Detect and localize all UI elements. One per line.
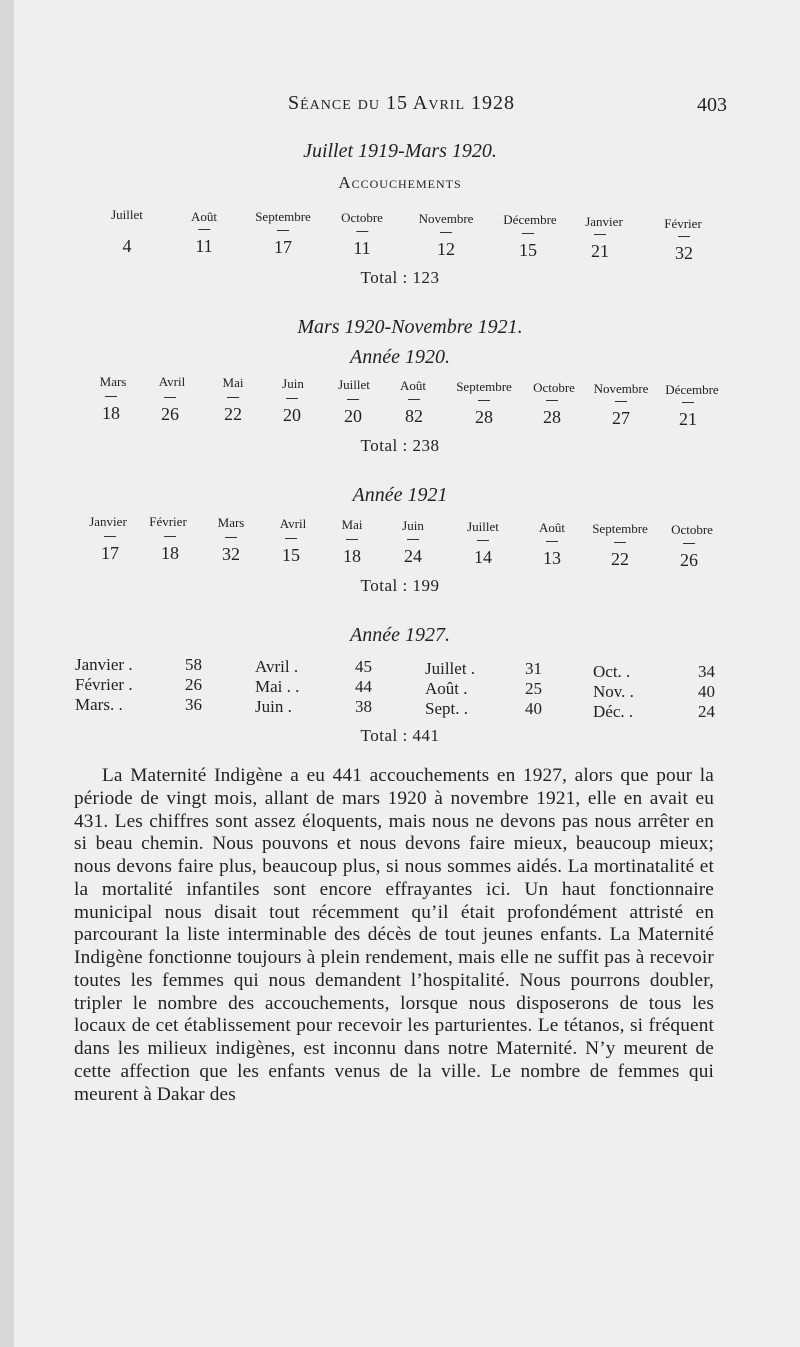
value-cell: 17 [274, 237, 292, 257]
month-label: Avril . [255, 657, 299, 676]
value-cell: 40 [698, 682, 715, 701]
section-title-1920-1921: Mars 1920-Novembre 1921. [297, 316, 523, 338]
total-1921: Total : 199 [360, 576, 440, 595]
total-1920: Total : 238 [360, 436, 440, 455]
value-cell: 20 [344, 406, 362, 426]
months-row-1920 [0, 376, 800, 398]
value-cell: 28 [475, 407, 493, 427]
month-label: Octobre [341, 210, 383, 225]
months-col-q1 [75, 655, 133, 715]
month-label: Juillet [338, 377, 370, 392]
value-cell: 34 [698, 662, 715, 681]
months-row-1919 [0, 209, 800, 231]
paragraph-text: La Maternité Indigène a eu 441 accouchements en 1927, alors que pour la période de vingt mois, allant de mars 1920 à novembre 1921, elle en avait eu 431. Les chiffres sont assez éloquents, mais nous ne devons pas nous arrêter en si beau chemin. Nous pouvons et nous devons faire mieux, beaucoup mieux; nous devons faire plus, beaucoup plus, si nous sommes aidés. La mortinatalité et la mortalité infantiles sont encore effrayantes ici. Un haut fonctionnaire municipal nous disait tout récemment qu’il était profondément attristé en parcourant la liste interminable des décès de tout jeunes enfants. La Maternité Indigène fonctionne toujours à plein rendement, mais elle ne suffit pas à recevoir toutes les femmes qui nous demandent l’hospitalité. Nous pourrons doubler, tripler le nombre des accouchements, lorsque nous disposerons de tous les locaux de cet établissement pour recevoir les parturientes. Le tétanos, si fréquent dans les milieux indigènes, est inconnu dans notre Maternité. N’y meurent de cette affection que les enfants venus de la ville. Le nombre de femmes qui meurent à Dakar des [74, 765, 714, 1105]
value-cell: 24 [698, 702, 715, 721]
months-col-q4 [593, 662, 634, 722]
month-label: Août [400, 378, 426, 393]
value-cell: 31 [525, 659, 542, 678]
month-label: Août [191, 209, 217, 224]
value-cell: 38 [355, 697, 372, 716]
month-label: Mai [222, 375, 244, 390]
value-cell: 17 [101, 543, 119, 563]
value-cell: 28 [543, 407, 561, 427]
value-cell: 18 [161, 543, 179, 563]
values-col-q1 [185, 655, 202, 715]
month-label: Juillet . [425, 659, 476, 678]
month-label: Juin [282, 376, 304, 391]
month-label: Oct. . [593, 662, 631, 681]
month-label: Juin . [255, 697, 292, 716]
values-row-1921 [0, 543, 800, 570]
value-cell: 22 [611, 549, 629, 569]
value-cell: 4 [122, 236, 132, 256]
month-label: Février [149, 514, 187, 529]
value-cell: 32 [222, 544, 240, 564]
value-cell: 11 [195, 236, 213, 256]
value-cell: 14 [474, 547, 492, 567]
value-cell: 18 [343, 546, 361, 566]
month-label: Février [664, 216, 702, 231]
months-col-q2 [255, 657, 299, 717]
section-title-1919-1920: Juillet 1919-Mars 1920. [303, 140, 497, 162]
months-col-q3 [425, 659, 475, 719]
month-label: Mars [217, 515, 245, 530]
month-label: Décembre [503, 212, 557, 227]
value-cell: 26 [161, 404, 179, 424]
month-label: Juillet [467, 519, 499, 534]
value-cell: 26 [680, 550, 698, 570]
year-title-1921: Année 1921 [352, 484, 448, 506]
section-subtitle-accouchements: Accouchements [338, 173, 462, 192]
month-label: Novembre [593, 381, 649, 396]
month-label: Juillet [111, 207, 143, 222]
value-cell: 21 [591, 241, 609, 261]
value-cell: 15 [282, 545, 300, 565]
year-title-1920: Année 1920. [350, 346, 450, 368]
running-title: Séance du 15 Avril 1928 [288, 92, 516, 114]
value-cell: 20 [283, 405, 301, 425]
month-label: Janvier [89, 514, 127, 529]
month-label: Décembre [665, 382, 719, 397]
month-label: Mars. . [75, 695, 123, 714]
value-cell: 18 [102, 403, 120, 423]
month-label: Septembre [456, 379, 512, 394]
month-label: Déc. . [593, 702, 634, 721]
total-1919-1920: Total : 123 [360, 268, 440, 287]
value-cell: 82 [405, 406, 423, 426]
value-cell: 40 [525, 699, 542, 718]
value-cell: 21 [679, 409, 697, 429]
values-row-1920 [0, 403, 800, 429]
value-cell: 58 [185, 655, 202, 674]
values-row-1919 [0, 236, 800, 263]
value-cell: 32 [675, 243, 693, 263]
page-edge-shadow [0, 0, 14, 1347]
values-col-q4 [698, 662, 715, 722]
value-cell: 11 [353, 238, 371, 258]
value-cell: 27 [612, 408, 630, 428]
value-cell: 24 [404, 546, 422, 566]
value-cell: 12 [437, 239, 455, 259]
month-label: Août . [425, 679, 468, 698]
value-cell: 13 [543, 548, 561, 568]
value-cell: 22 [224, 404, 242, 424]
month-label: Novembre [418, 211, 474, 226]
body-paragraph [74, 765, 714, 1106]
value-cell: 15 [519, 240, 537, 260]
month-label: Septembre [255, 209, 311, 224]
month-label: Février . [75, 675, 133, 694]
month-label: Juin [402, 518, 424, 533]
values-col-q3 [525, 659, 542, 719]
year-title-1927: Année 1927. [350, 624, 450, 646]
month-label: Octobre [533, 380, 575, 395]
months-row-1921 [0, 515, 800, 537]
month-label: Sept. . [425, 699, 468, 718]
page-header [0, 92, 800, 122]
month-label: Mai . . [255, 677, 300, 696]
value-cell: 36 [185, 695, 202, 714]
month-label: Nov. . [593, 682, 634, 701]
month-label: Mars [99, 374, 127, 389]
value-cell: 45 [355, 657, 372, 676]
value-cell: 25 [525, 679, 542, 698]
month-label: Avril [158, 374, 186, 389]
values-col-q2 [355, 657, 372, 717]
value-cell: 26 [185, 675, 202, 694]
page-number: 403 [697, 94, 727, 116]
month-label: Mai [341, 517, 363, 532]
month-label: Janvier [585, 214, 623, 229]
total-1927: Total : 441 [360, 726, 440, 745]
month-label: Octobre [671, 522, 713, 537]
month-label: Janvier . [75, 655, 133, 674]
month-label: Août [539, 520, 565, 535]
value-cell: 44 [355, 677, 372, 696]
month-label: Septembre [592, 521, 648, 536]
month-label: Avril [279, 516, 307, 531]
